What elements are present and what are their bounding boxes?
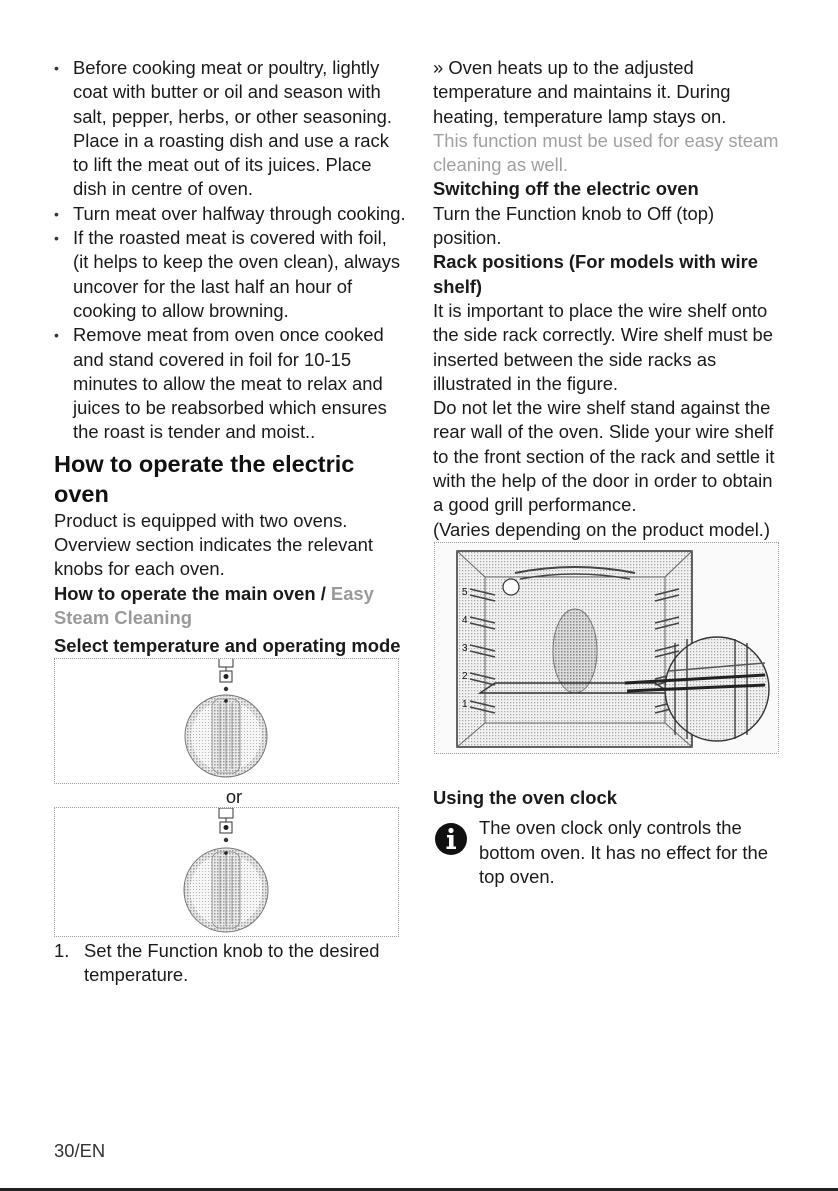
left-column	[54, 56, 406, 987]
rack-paragraph-1: It is important to place the wire shelf onto the side rack correctly. Wire shelf must be inserted between the side racks as illustrated in the figure.	[433, 299, 773, 394]
rack-number: 1	[462, 698, 468, 710]
section-title: How to operate the electric oven	[54, 450, 355, 507]
intro-paragraph: Product is equipped with two ovens. Overview section indicates the relevant knobs for each oven.	[54, 509, 373, 580]
easy-steam-label: Easy Steam Cleaning	[54, 582, 374, 628]
rack-paragraph-2: Do not let the wire shelf stand against the rear wall of the oven. Slide your wire shelf to the front section of the rack and settle it with the help of the door in order to obtain a good grill performance.	[433, 397, 775, 516]
heating-paragraph: » Oven heats up to the adjusted temperature and maintains it. During heating, temperature lamp stays on.	[433, 57, 731, 127]
rack-paragraph-3: (Varies depending on the product model.)	[433, 518, 771, 540]
rack-positions-heading: Rack positions (For models with wire shelf)	[433, 251, 758, 297]
cooking-tips-list	[54, 56, 406, 445]
list-item: • Before cooking meat or poultry, lightly coat with butter or oil and season with salt, pepper, herbs, or other seasoning. Place in a roasting dish and use a rack to lift the meat out of its juices. Place dish in centre of oven.	[54, 56, 406, 202]
step-text: Set the Function knob to the desired temperature.	[84, 939, 380, 985]
rack-number: 5	[462, 586, 468, 598]
rack-positions-figure	[434, 542, 779, 754]
step-number: 1.	[54, 939, 70, 961]
knob-illustration	[55, 808, 398, 936]
steps-list	[54, 939, 406, 988]
list-item	[54, 939, 406, 988]
note-text: The oven clock only controls the bottom oven. It has no effect for the top oven.	[479, 817, 768, 887]
function-knob-figure-2	[54, 807, 399, 937]
info-icon	[434, 822, 468, 862]
main-oven-heading-text: How to operate the main oven /	[54, 582, 331, 604]
rack-number: 2	[462, 670, 468, 682]
rack-number: 3	[462, 642, 468, 654]
oven-clock-note	[433, 816, 781, 889]
list-item: • Remove meat from oven once cooked and stand covered in foil for 10-15 minutes to allow the meat to relax and juices to be reabsorbed which ensures the roast is tender and moist..	[54, 323, 406, 444]
list-item: • If the roasted meat is covered with foil, (it helps to keep the oven clean), always uncover for the last half an hour of cooking to allow browning.	[54, 226, 406, 323]
easy-steam-note: This function must be used for easy steam cleaning as well.	[433, 129, 779, 176]
oven-rack-illustration	[435, 543, 778, 753]
select-mode-heading: Select temperature and operating mode	[54, 635, 401, 657]
switching-off-heading: Switching off the electric oven	[433, 178, 699, 200]
oven-clock-heading: Using the oven clock	[433, 786, 617, 808]
page-number: 30/EN	[54, 1140, 106, 1161]
list-item: • Turn meat over halfway through cooking.	[54, 202, 406, 226]
right-column	[433, 56, 781, 889]
knob-illustration	[55, 659, 398, 783]
rack-number: 4	[462, 614, 468, 626]
or-label: or	[225, 785, 243, 807]
function-knob-figure-1	[54, 658, 399, 784]
main-oven-heading	[54, 582, 406, 631]
switching-off-paragraph: Turn the Function knob to Off (top) position.	[433, 202, 715, 249]
